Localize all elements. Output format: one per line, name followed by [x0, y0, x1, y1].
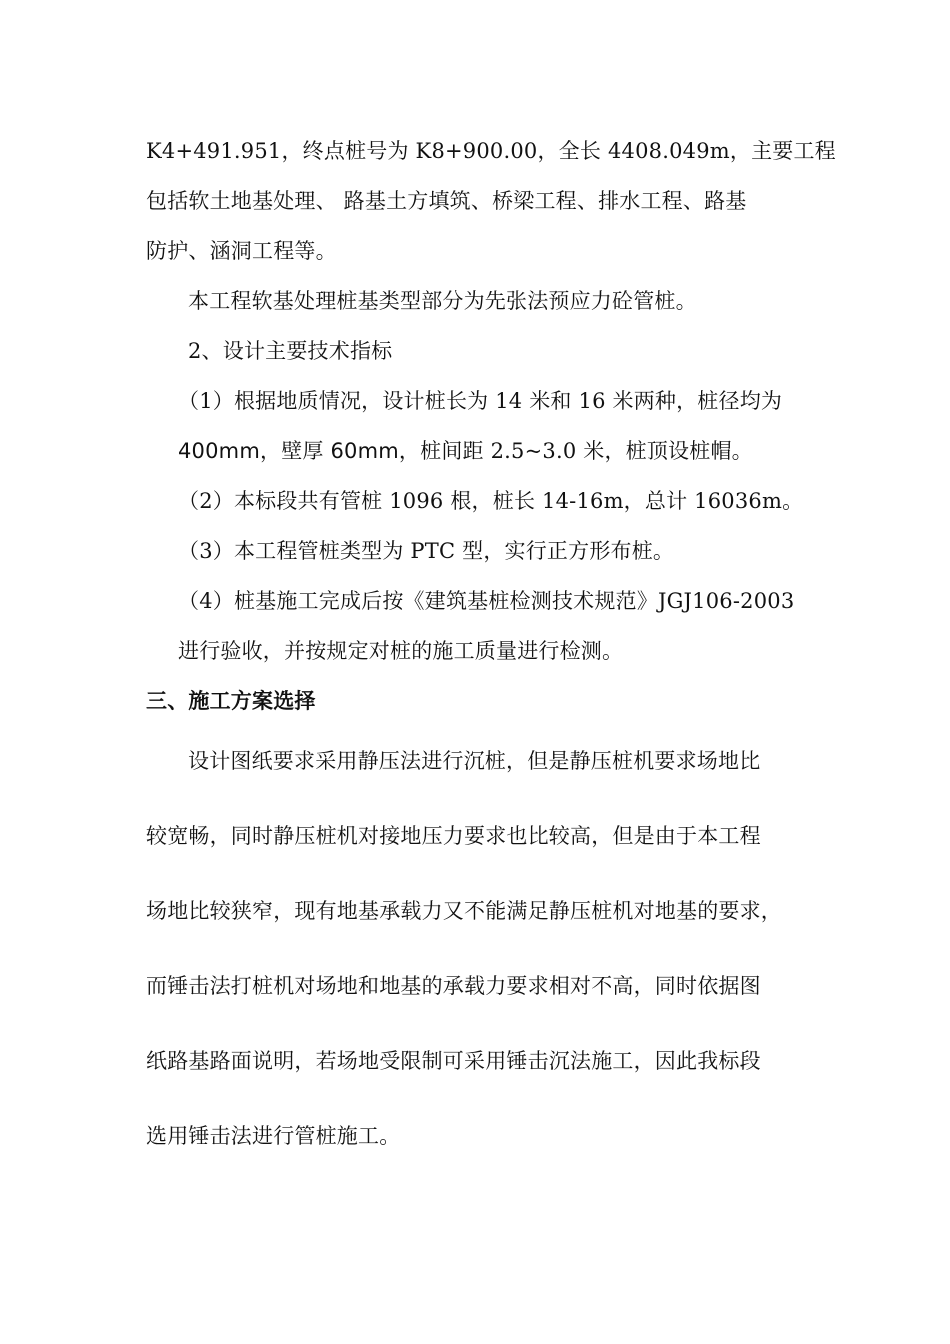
intro-line-1: K4+491.951，终点桩号为 K8+900.00，全长 4408.049m，主要工程	[146, 139, 836, 163]
intro-line-3: 防护、涵洞工程等。	[146, 239, 337, 263]
scheme-line-3: 场地比较狭窄，现有地基承载力又不能满足静压桩机对地基的要求，	[146, 899, 782, 923]
section-2-title: 2、设计主要技术指标	[188, 339, 393, 363]
pile-type-paragraph: 本工程软基处理桩基类型部分为先张法预应力砼管桩。	[188, 289, 697, 313]
item-4-line-2: 进行验收，并按规定对桩的施工质量进行检测。	[178, 639, 624, 663]
scheme-line-1: 设计图纸要求采用静压法进行沉桩，但是静压桩机要求场地比	[188, 749, 761, 773]
item-1-line-1: （1）根据地质情况，设计桩长为 14 米和 16 米两种，桩径均为	[178, 389, 783, 413]
item-1-rest: ，桩间距 2.5~3.0 米，桩顶设桩帽。	[398, 439, 753, 463]
item-1-line-2	[178, 436, 753, 466]
wall-thickness-value: 60mm	[330, 439, 399, 463]
intro-line-2: 包括软土地基处理、 路基土方填筑、桥梁工程、排水工程、路基	[146, 189, 747, 213]
item-2: （2）本标段共有管桩 1096 根，桩长 14-16m，总计 16036m。	[178, 489, 804, 513]
scheme-line-2: 较宽畅，同时静压桩机对接地压力要求也比较高，但是由于本工程	[146, 824, 761, 848]
item-4-line-1: （4）桩基施工完成后按《建筑基桩检测技术规范》JGJ106-2003	[178, 589, 795, 613]
section-3-title: 三、施工方案选择	[146, 689, 316, 713]
item-3: （3）本工程管桩类型为 PTC 型，实行正方形布桩。	[178, 539, 675, 563]
scheme-line-6: 选用锤击法进行管桩施工。	[146, 1124, 401, 1148]
scheme-line-4: 而锤击法打桩机对场地和地基的承载力要求相对不高，同时依据图	[146, 974, 761, 998]
pile-diameter-value: 400mm	[178, 439, 260, 463]
scheme-line-5: 纸路基路面说明，若场地受限制可采用锤击沉法施工，因此我标段	[146, 1049, 761, 1073]
item-1-separator: ，壁厚	[260, 439, 331, 463]
